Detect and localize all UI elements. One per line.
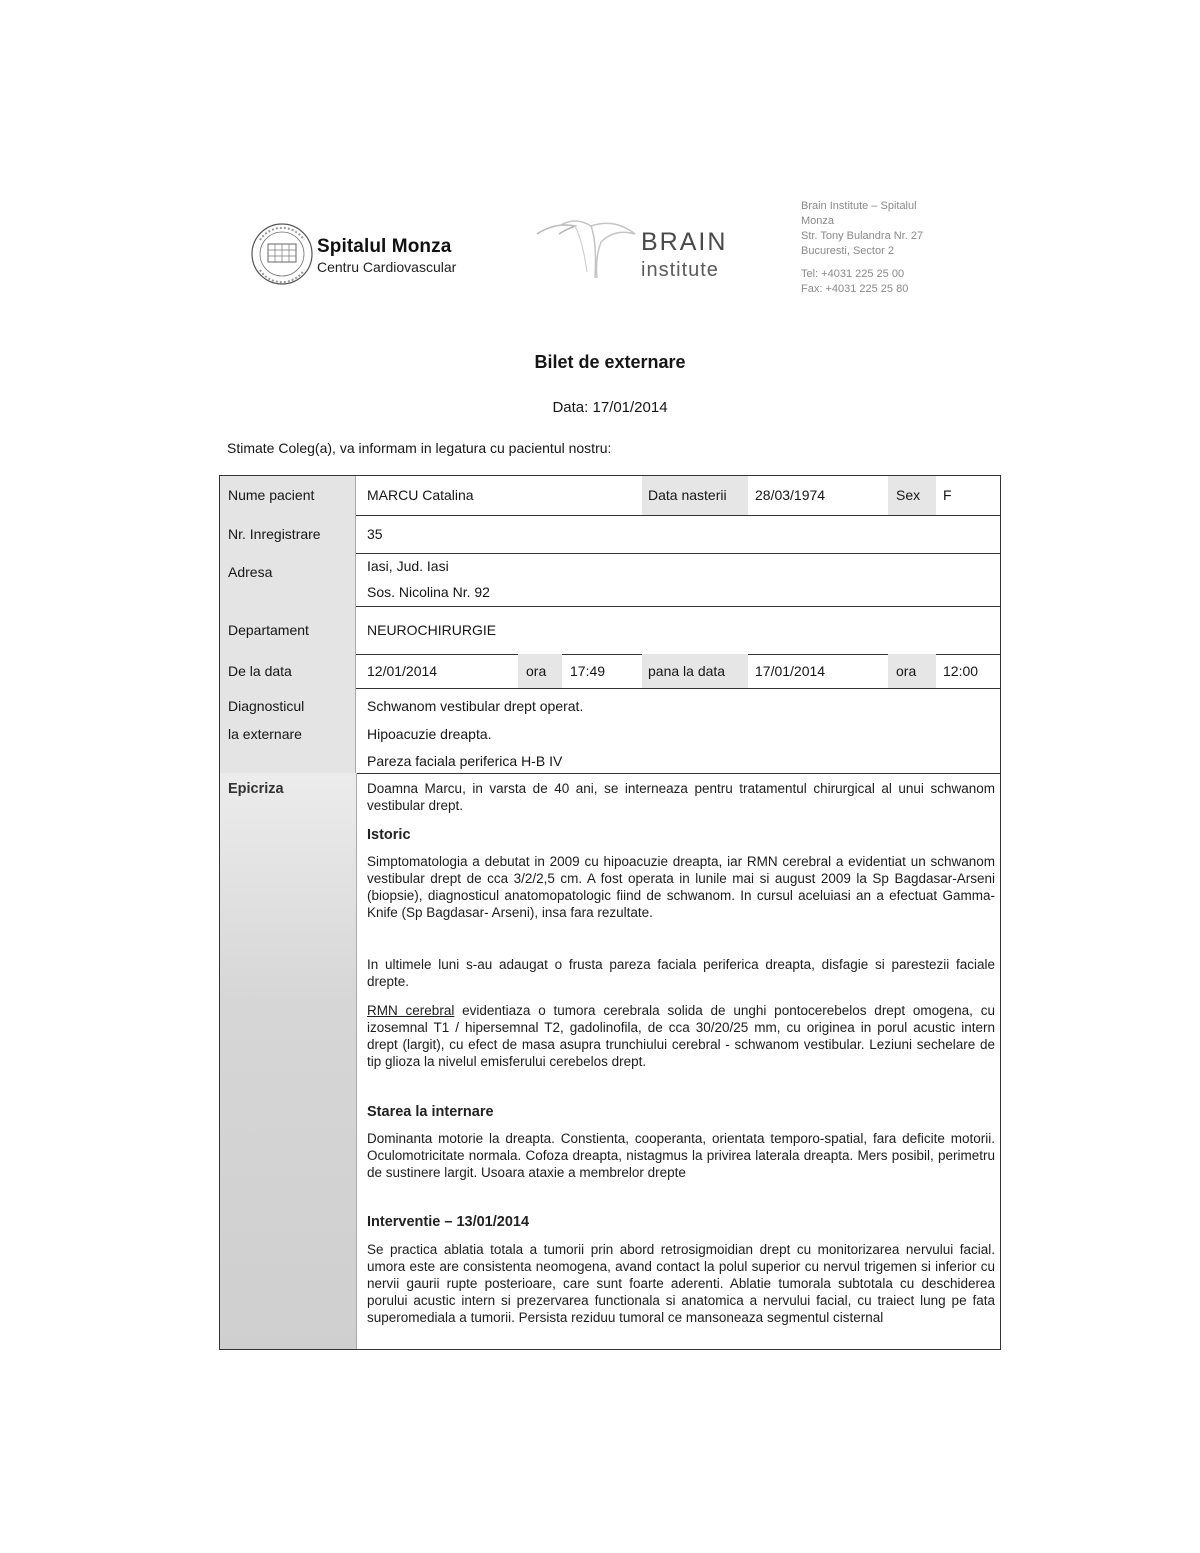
patient-name: MARCU Catalina <box>367 487 474 503</box>
admission-date: 12/01/2014 <box>367 663 438 679</box>
birth-date-label: Data nasterii <box>648 487 727 503</box>
institute-logo-text: institute <box>641 259 719 281</box>
table-row <box>220 606 1000 655</box>
row-label: Diagnosticul la externare <box>220 688 356 773</box>
diagnosis-line: Hipoacuzie dreapta. <box>367 726 492 742</box>
document-title: Bilet de externare <box>534 352 686 372</box>
istoric-heading: Istoric <box>367 827 411 843</box>
istoric-paragraph: Simptomatologia a debutat in 2009 cu hipoacuzie dreapta, iar RMN cerebral a evidentiat un schwanom vestibular drept de cca 3/2/2,5 cm. A fost operata in lunile mai si august 2009 la Sp Bagdasar-Arseni (biopsie), diagnosticul anatomopatologic fiind de schwanom. In cursul aceluiasi an a efectuat Gamma-Knife (Sp Bagdasar- Arseni), insa fara rezultate. <box>367 854 995 920</box>
row-label: Nume pacient <box>220 476 356 515</box>
address-line: Monza <box>801 215 835 227</box>
row-label: Nr. Inregistrare <box>220 515 356 553</box>
table-row <box>220 688 1000 774</box>
document-date: Data: 17/01/2014 <box>552 399 668 416</box>
istoric-paragraph: In ultimele luni s-au adaugat o frusta pareza faciala periferica dreapta, disfagie si parestezii faciale drepte. <box>367 957 995 989</box>
stare-heading: Starea la internare <box>367 1104 494 1120</box>
table-row <box>220 476 1000 516</box>
until-date-label: pana la data <box>648 663 726 679</box>
greeting-line: Stimate Coleg(a), va informam in legatura cu pacientul nostru: <box>227 440 612 456</box>
discharge-time: 12:00 <box>943 663 979 679</box>
fax-line: Fax: +4031 225 25 80 <box>801 283 909 295</box>
spitalul-monza-seal-logo <box>250 210 314 296</box>
table-row <box>220 515 1000 554</box>
discharge-table <box>219 475 1001 1350</box>
hospital-name: Spitalul Monza <box>317 236 452 257</box>
address-line: Brain Institute – Spitalul <box>801 200 917 212</box>
birth-date: 28/03/1974 <box>755 487 826 503</box>
brain-institute-bird-logo <box>535 212 645 284</box>
interventie-paragraph: Se practica ablatia totala a tumorii prin abord retrosigmoidian drept cu monitorizarea nervului facial. umora este are consistenta neomogena, avand contact la polul superior cu nervul trigemen si inferior cu nervii gaurii rupte posterioare, care sunt foarte aderenti. Ablatie tumorala subtotala cu deschiderea porului acustic intern si prezervarea functionala si anatomica a nervului facial, cu traiect lung pe fata superomediala a tumorii. Persista reziduu tumoral ce mansoneaza segmentul cisternal <box>367 1242 995 1325</box>
registration-number: 35 <box>367 526 383 542</box>
row-label: Departament <box>220 606 356 654</box>
table-row <box>220 654 1000 689</box>
address-line: Str. Tony Bulandra Nr. 27 <box>801 230 924 242</box>
address-line: Bucuresti, Sector 2 <box>801 245 894 257</box>
brain-logo-text: BRAIN <box>641 228 728 256</box>
table-row <box>220 553 1000 607</box>
rmn-label: RMN cerebral <box>367 1003 455 1018</box>
interventie-heading: Interventie – 13/01/2014 <box>367 1214 530 1230</box>
epicriza-label-column <box>220 773 357 1349</box>
epicriza-intro: Doamna Marcu, in varsta de 40 ani, se interneaza pentru tratamentul chirurgical al unui schwanom vestibular drept. <box>367 781 995 813</box>
patient-address-line: Iasi, Jud. Iasi <box>367 558 449 574</box>
department: NEUROCHIRURGIE <box>367 622 497 638</box>
row-label: De la data <box>220 654 356 688</box>
institute-address-block <box>801 199 923 297</box>
ora-label: ora <box>896 663 917 679</box>
diagnosis-line: Schwanom vestibular drept operat. <box>367 698 584 714</box>
discharge-date: 17/01/2014 <box>755 663 826 679</box>
sex-label: Sex <box>896 487 921 503</box>
hospital-subtitle: Centru Cardiovascular <box>317 259 457 275</box>
diagnosis-line: Pareza faciala periferica H-B IV <box>367 753 563 769</box>
admission-time: 17:49 <box>570 663 606 679</box>
patient-address-line: Sos. Nicolina Nr. 92 <box>367 584 490 600</box>
ora-label: ora <box>526 663 547 679</box>
stare-paragraph: Dominanta motorie la dreapta. Constienta, cooperanta, orientata temporo-spatial, fara deficite motorii. Oculomotricitate normala. Cofoza dreapta, nistagmus la privirea laterala dreapta. Mers posibil, perimetru de sustinere largit. Usoara ataxie a membrelor drepte <box>367 1131 995 1180</box>
sex-value: F <box>943 487 952 503</box>
phone-line: Tel: +4031 225 25 00 <box>801 268 905 280</box>
row-label: Adresa <box>220 553 356 606</box>
rmn-paragraph: RMN cerebral evidentiaza o tumora cerebrala solida de unghi pontocerebelos drept omogena, cu izosemnal T1 / hipersemnal T2, gadolinofila, de cca 30/20/25 mm, cu originea in porul acustic intern drept (largit), cu efect de masa asupra trunchiului cerebral - schwanom vestibular. Leziuni sechelare de tip glioza la nivelul emisferului cerebelos drept. <box>367 1003 995 1069</box>
epicriza-label: Epicriza <box>228 781 284 797</box>
